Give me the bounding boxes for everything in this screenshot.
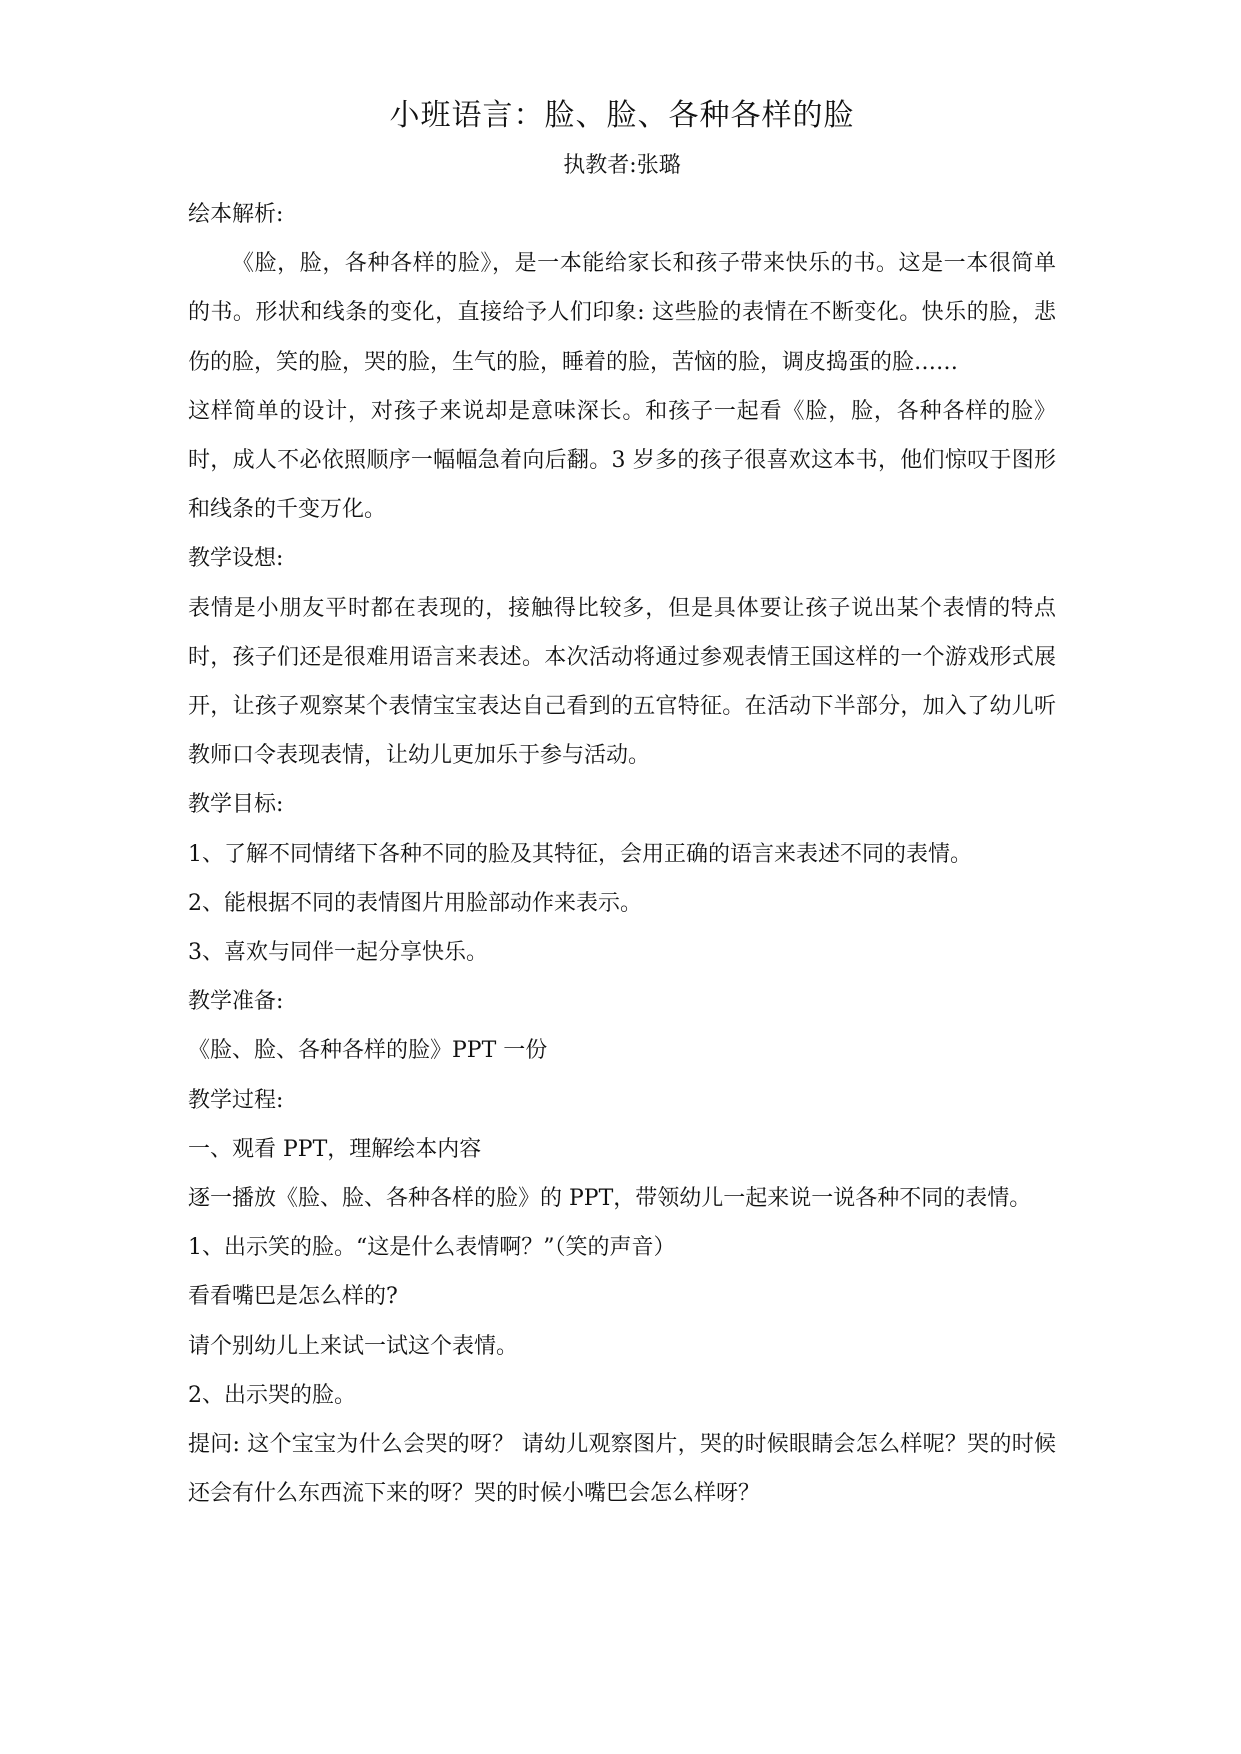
process-paragraph-1: 逐一播放《脸、脸、各种各样的脸》的 PPT，带领幼儿一起来说一说各种不同的表情。 [188,1186,1032,1212]
process-substep-2: 2、出示哭的脸。 [188,1382,356,1408]
paragraph-teaching-idea: 表情是小朋友平时都在表现的，接触得比较多，但是具体要让孩子说出某个表情的特点时，孩子们还是很难用语言来表述。本次活动将通过参观表情王国这样的一个游戏形式展开，让孩子观察某个表情宝宝表达自己看到的五官特征。在活动下半部分，加入了幼儿听教师口令表现表情，让幼儿更加乐于参与活动。 [188,595,1056,769]
goal-item-2: 2、能根据不同的表情图片用脸部动作来表示。 [188,890,642,916]
document-page [188,96,1056,1518]
document-author: 执教者:张璐 [563,153,681,178]
paragraph-analysis-2: 这样简单的设计，对孩子来说却是意味深长。和孩子一起看《脸，脸，各种各样的脸》时，成人不必依照顺序一幅幅急着向后翻。3 岁多的孩子很喜欢这本书，他们惊叹于图形和线条的千变万化。 [188,398,1056,523]
document-title: 小班语言：脸、脸、各种各样的脸 [389,98,855,133]
goal-item-1: 1、了解不同情绪下各种不同的脸及其特征，会用正确的语言来表述不同的表情。 [188,841,972,867]
goal-item-3: 3、喜欢与同伴一起分享快乐。 [188,940,488,966]
process-substep-1: 1、出示笑的脸。“这是什么表情啊？”（笑的声音） [188,1235,676,1261]
heading-picture-book-analysis: 绘本解析: [188,202,284,227]
process-question: 提问: 这个宝宝为什么会哭的呀？ 请幼儿观察图片，哭的时候眼睛会怎么样呢？哭的时候还会有什么东西流下来的呀？哭的时候小嘴巴会怎么样呀？ [188,1432,1056,1507]
heading-teaching-process: 教学过程: [188,1087,284,1113]
paragraph-analysis-1: 《脸，脸，各种各样的脸》，是一本能给家长和孩子带来快乐的书。这是一本很简单的书。形状和线条的变化，直接给予人们印象: 这些脸的表情在不断变化。快乐的脸，悲伤的脸，笑的脸，哭的脸，生气的脸，睡着的脸，苦恼的脸，调皮捣蛋的脸…… [188,251,1056,375]
heading-teaching-goals: 教学目标: [188,792,284,818]
heading-teaching-preparation: 教学准备: [188,989,284,1015]
process-step-1: 一、观看 PPT，理解绘本内容 [188,1136,482,1162]
process-line-mouth: 看看嘴巴是怎么样的? [188,1284,398,1310]
preparation-item: 《脸、脸、各种各样的脸》PPT 一份 [188,1038,548,1064]
heading-teaching-idea: 教学设想: [188,546,284,572]
process-line-try: 请个别幼儿上来试一试这个表情。 [188,1333,519,1359]
